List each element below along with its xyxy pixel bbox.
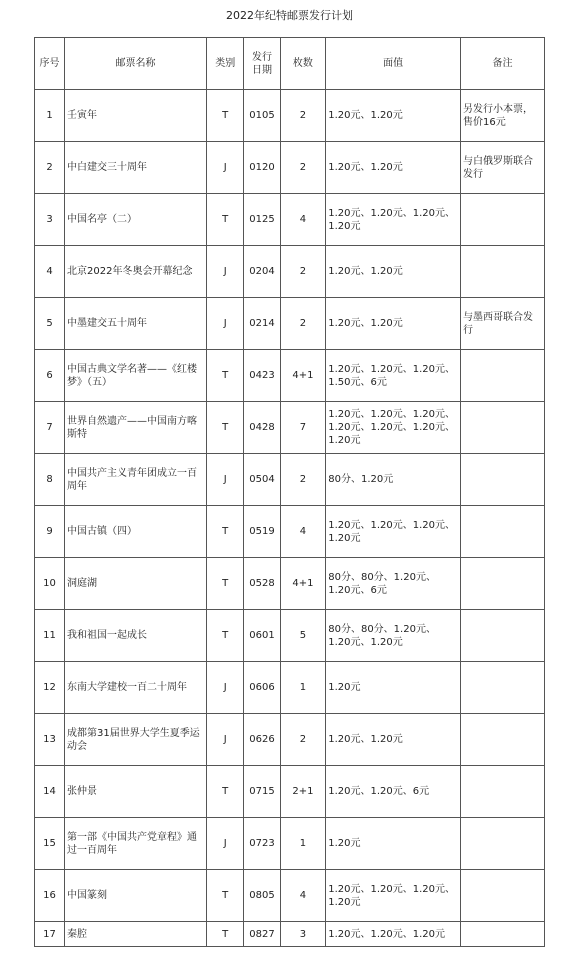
cell-count: 1 [280, 662, 326, 714]
cell-no: 5 [35, 298, 65, 350]
cell-count: 2 [280, 298, 326, 350]
cell-note: 另发行小本票，售价16元 [460, 90, 544, 142]
cell-date: 0504 [244, 454, 280, 506]
cell-count: 4+1 [280, 558, 326, 610]
cell-face: 1.20元、1.20元、1.20元、1.20元 [326, 194, 461, 246]
cell-face: 1.20元、1.20元 [326, 246, 461, 298]
cell-face: 1.20元、1.20元、6元 [326, 766, 461, 818]
cell-type: T [207, 610, 244, 662]
cell-name: 北京2022年冬奥会开幕纪念 [65, 246, 207, 298]
cell-type: J [207, 662, 244, 714]
cell-date: 0601 [244, 610, 280, 662]
cell-count: 2 [280, 714, 326, 766]
cell-face: 1.20元、1.20元、1.20元、1.20元、1.20元、1.20元、1.20元 [326, 402, 461, 454]
cell-face: 80分、80分、1.20元、1.20元、6元 [326, 558, 461, 610]
table-row [35, 298, 545, 350]
cell-name: 中国篆刻 [65, 870, 207, 922]
cell-count: 3 [280, 922, 326, 947]
cell-note: 与墨西哥联合发行 [460, 298, 544, 350]
table-row [35, 506, 545, 558]
cell-count: 2 [280, 90, 326, 142]
cell-no: 2 [35, 142, 65, 194]
table-row [35, 90, 545, 142]
table-row [35, 194, 545, 246]
cell-type: T [207, 506, 244, 558]
cell-name: 壬寅年 [65, 90, 207, 142]
cell-name: 中国名亭（二） [65, 194, 207, 246]
cell-date: 0214 [244, 298, 280, 350]
cell-name: 东南大学建校一百二十周年 [65, 662, 207, 714]
header-type: 类别 [207, 38, 244, 90]
cell-note [460, 194, 544, 246]
cell-note [460, 766, 544, 818]
cell-note [460, 454, 544, 506]
cell-date: 0626 [244, 714, 280, 766]
table-row [35, 142, 545, 194]
cell-type: T [207, 90, 244, 142]
cell-date: 0715 [244, 766, 280, 818]
cell-count: 1 [280, 818, 326, 870]
cell-type: T [207, 194, 244, 246]
cell-count: 4 [280, 194, 326, 246]
cell-no: 10 [35, 558, 65, 610]
header-no: 序号 [35, 38, 65, 90]
header-face: 面值 [326, 38, 461, 90]
cell-no: 1 [35, 90, 65, 142]
cell-date: 0120 [244, 142, 280, 194]
table-row [35, 246, 545, 298]
header-name: 邮票名称 [65, 38, 207, 90]
cell-face: 1.20元、1.20元 [326, 90, 461, 142]
cell-face: 1.20元、1.20元、1.20元、1.20元 [326, 506, 461, 558]
page-title: 2022年纪特邮票发行计划 [226, 9, 353, 22]
cell-count: 2 [280, 142, 326, 194]
table-row [35, 766, 545, 818]
cell-face: 80分、1.20元 [326, 454, 461, 506]
cell-type: T [207, 350, 244, 402]
cell-date: 0528 [244, 558, 280, 610]
cell-note [460, 714, 544, 766]
cell-name: 中国古典文学名著——《红楼梦》（五） [65, 350, 207, 402]
cell-no: 11 [35, 610, 65, 662]
cell-count: 2 [280, 246, 326, 298]
table-row [35, 714, 545, 766]
cell-note [460, 610, 544, 662]
cell-face: 1.20元、1.20元 [326, 142, 461, 194]
table-header-row [35, 38, 545, 90]
table-row [35, 870, 545, 922]
cell-count: 7 [280, 402, 326, 454]
cell-no: 3 [35, 194, 65, 246]
cell-name: 秦腔 [65, 922, 207, 947]
cell-face: 1.20元、1.20元、1.20元 [326, 922, 461, 947]
table-row [35, 922, 545, 947]
cell-note: 与白俄罗斯联合发行 [460, 142, 544, 194]
cell-note [460, 246, 544, 298]
cell-face: 1.20元、1.20元 [326, 714, 461, 766]
table-body [35, 90, 545, 947]
table-row [35, 402, 545, 454]
cell-note [460, 818, 544, 870]
cell-type: J [207, 454, 244, 506]
table-row [35, 662, 545, 714]
cell-name: 张仲景 [65, 766, 207, 818]
cell-face: 1.20元、1.20元、1.20元、1.20元 [326, 870, 461, 922]
cell-note [460, 350, 544, 402]
cell-type: T [207, 870, 244, 922]
cell-date: 0204 [244, 246, 280, 298]
cell-name: 我和祖国一起成长 [65, 610, 207, 662]
cell-date: 0805 [244, 870, 280, 922]
cell-count: 4+1 [280, 350, 326, 402]
cell-type: T [207, 766, 244, 818]
cell-type: J [207, 142, 244, 194]
table-row [35, 350, 545, 402]
cell-face: 1.20元、1.20元 [326, 298, 461, 350]
cell-face: 80分、80分、1.20元、1.20元、1.20元 [326, 610, 461, 662]
cell-type: J [207, 298, 244, 350]
header-count: 枚数 [280, 38, 326, 90]
cell-no: 14 [35, 766, 65, 818]
cell-name: 中国共产主义青年团成立一百周年 [65, 454, 207, 506]
cell-no: 8 [35, 454, 65, 506]
cell-date: 0125 [244, 194, 280, 246]
cell-count: 4 [280, 506, 326, 558]
cell-note [460, 506, 544, 558]
table-row [35, 558, 545, 610]
cell-date: 0723 [244, 818, 280, 870]
cell-type: J [207, 714, 244, 766]
cell-count: 2 [280, 454, 326, 506]
cell-name: 洞庭湖 [65, 558, 207, 610]
cell-date: 0105 [244, 90, 280, 142]
cell-no: 13 [35, 714, 65, 766]
cell-count: 4 [280, 870, 326, 922]
header-date: 发行 日期 [244, 38, 280, 90]
cell-date: 0606 [244, 662, 280, 714]
cell-name: 成都第31届世界大学生夏季运动会 [65, 714, 207, 766]
cell-name: 中白建交三十周年 [65, 142, 207, 194]
cell-name: 中国古镇（四） [65, 506, 207, 558]
cell-no: 17 [35, 922, 65, 947]
cell-face: 1.20元、1.20元、1.20元、1.50元、6元 [326, 350, 461, 402]
cell-no: 6 [35, 350, 65, 402]
cell-no: 12 [35, 662, 65, 714]
cell-type: T [207, 558, 244, 610]
cell-count: 2+1 [280, 766, 326, 818]
cell-note [460, 870, 544, 922]
cell-no: 9 [35, 506, 65, 558]
cell-no: 7 [35, 402, 65, 454]
cell-no: 16 [35, 870, 65, 922]
cell-type: T [207, 402, 244, 454]
table-row [35, 818, 545, 870]
cell-note [460, 922, 544, 947]
cell-date: 0519 [244, 506, 280, 558]
cell-type: J [207, 818, 244, 870]
cell-face: 1.20元 [326, 662, 461, 714]
cell-name: 中墨建交五十周年 [65, 298, 207, 350]
header-note: 备注 [460, 38, 544, 90]
cell-name: 第一部《中国共产党章程》通过一百周年 [65, 818, 207, 870]
table-row [35, 610, 545, 662]
cell-date: 0423 [244, 350, 280, 402]
cell-note [460, 402, 544, 454]
cell-count: 5 [280, 610, 326, 662]
table-row [35, 454, 545, 506]
cell-type: J [207, 246, 244, 298]
cell-name: 世界自然遗产——中国南方喀斯特 [65, 402, 207, 454]
cell-date: 0827 [244, 922, 280, 947]
cell-no: 4 [35, 246, 65, 298]
cell-face: 1.20元 [326, 818, 461, 870]
cell-no: 15 [35, 818, 65, 870]
cell-note [460, 558, 544, 610]
cell-type: T [207, 922, 244, 947]
cell-date: 0428 [244, 402, 280, 454]
stamp-issue-table [34, 37, 545, 947]
cell-note [460, 662, 544, 714]
